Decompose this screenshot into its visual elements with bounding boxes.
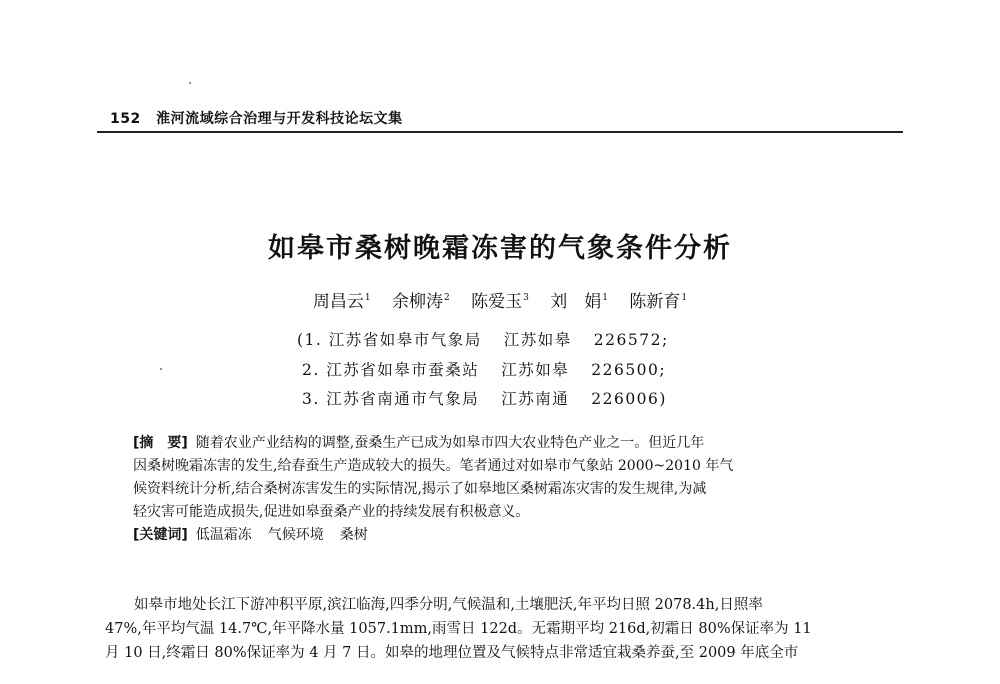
abstract-section	[133, 432, 903, 547]
author-list	[0, 287, 1000, 312]
keyword: 低温霜冻	[195, 527, 252, 543]
abstract-line: [摘 要] 随着农业产业结构的调整,蚕桑生产已成为如皋市四大农业特色产业之一。但近几年	[133, 435, 705, 451]
body-line: 如皋市地处长江下游冲积平原,滨江临海,四季分明,气候温和,土壤肥沃,年平均日照 2078.4h,日照率	[134, 597, 763, 613]
abstract-line: 因桑树晚霜冻害的发生,给春蚕生产造成较大的损失。笔者通过对如皋市气象站 2000~2010 年气	[133, 458, 734, 474]
header-rule	[97, 131, 903, 133]
author: 余柳涛$^2$	[391, 292, 450, 312]
scan-speck	[189, 82, 191, 84]
scan-speck	[160, 368, 162, 370]
abstract-line: 轻灾害可能造成损失,促进如皋蚕桑产业的持续发展有积极意义。	[133, 504, 530, 520]
body-line: 47%,年平均气温 14.7℃,年平降水量 1057.1mm,雨雪日 122d。无霜期平均 216d,初霜日 80%保证率为 11	[105, 621, 812, 637]
keywords-label: [关键词]	[133, 527, 188, 543]
page-number: 152	[110, 111, 141, 127]
body-line: 月 10 日,终霜日 80%保证率为 4 月 7 日。如皋的地理位置及气候特点非常适宜栽桑养蚕,至 2009 年底全市	[105, 645, 799, 661]
affiliation: 3. 江苏省南通市气象局 江苏南通 226006)	[302, 390, 667, 408]
abstract-label: [摘 要]	[133, 435, 188, 451]
abstract-line: 候资料统计分析,结合桑树冻害发生的实际情况,揭示了如皋地区桑树霜冻灾害的发生规律,为减	[133, 481, 707, 497]
author: 陈爱玉$^3$	[471, 292, 529, 312]
author: 陈新育$^1$	[629, 292, 688, 312]
affiliation: 2. 江苏省如皋市蚕桑站 江苏如皋 226500;	[302, 361, 667, 379]
keywords-line	[133, 524, 903, 547]
affiliation: (1. 江苏省如皋市气象局 江苏如皋 226572;	[297, 331, 669, 349]
journal-title: 淮河流域综合治理与开发科技论坛文集	[156, 111, 403, 127]
paper-title: 如皋市桑树晚霜冻害的气象条件分析	[268, 233, 732, 264]
body-paragraph	[105, 593, 905, 665]
keyword: 气候环境	[267, 527, 324, 543]
author: 周昌云$^1$	[312, 292, 371, 312]
running-header	[110, 108, 403, 128]
keyword: 桑树	[339, 527, 368, 543]
author: 刘 娟$^1$	[550, 292, 608, 312]
